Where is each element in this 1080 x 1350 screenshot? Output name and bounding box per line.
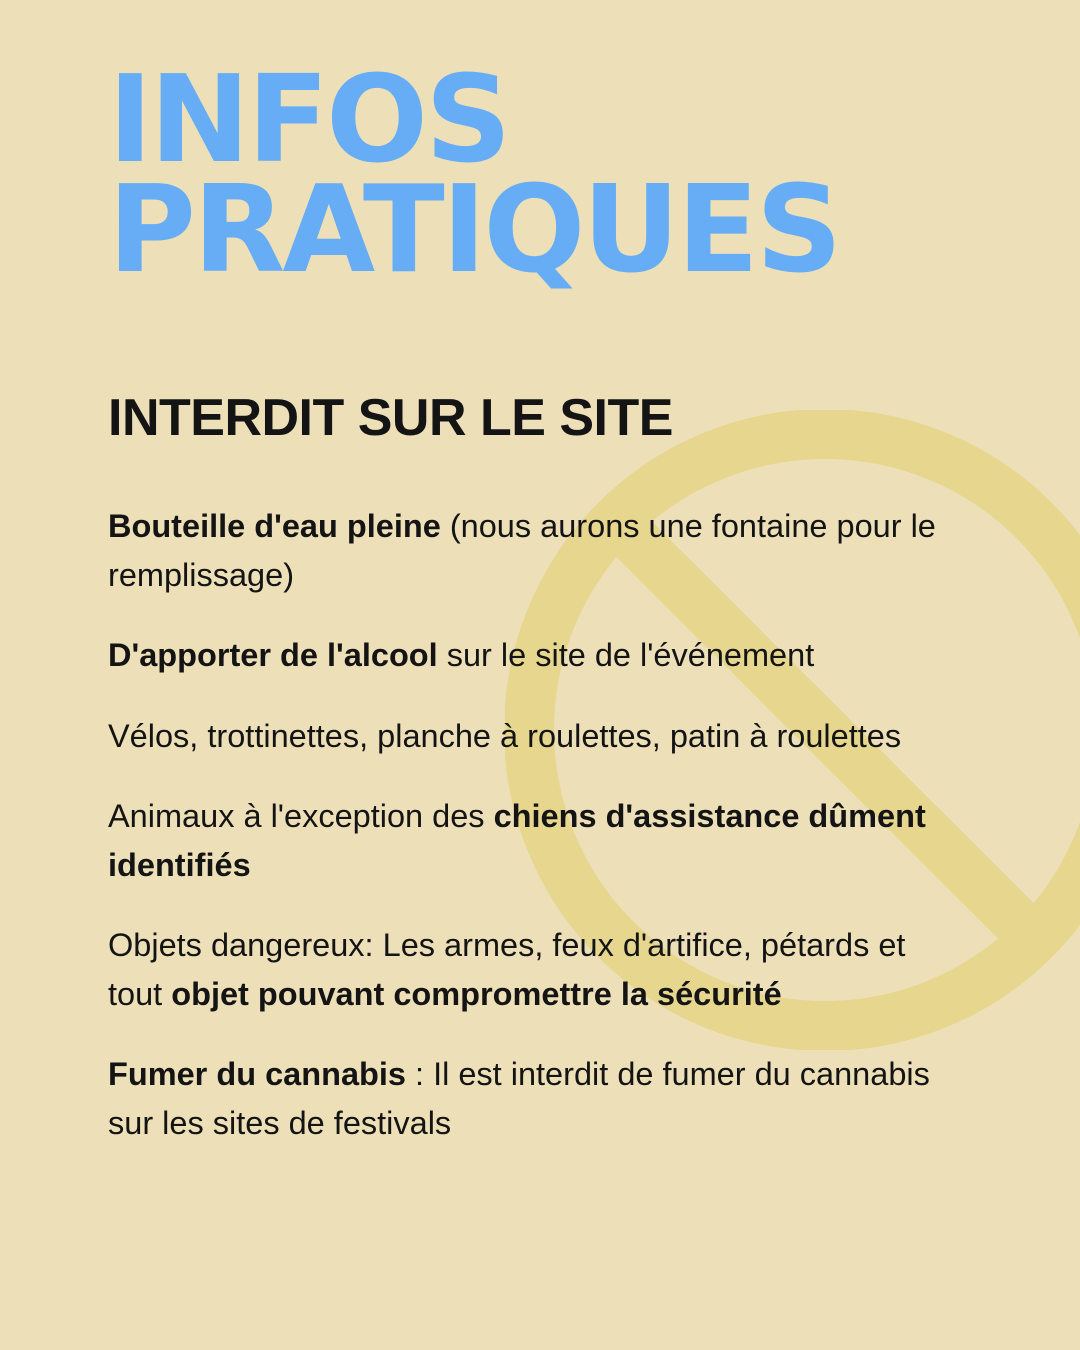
rule-text: sur le site de l'événement bbox=[437, 637, 815, 673]
title-line-2: PRATIQUES bbox=[108, 161, 840, 300]
rule-item bbox=[108, 502, 938, 599]
rule-bold: chiens d'assistance dûment identifiés bbox=[108, 798, 926, 883]
section-heading: INTERDIT SUR LE SITE bbox=[108, 389, 673, 447]
rule-bold: Fumer du cannabis bbox=[108, 1056, 406, 1092]
rule-text: Vélos, trottinettes, planche à roulettes, patin à roulettes bbox=[108, 717, 902, 754]
rule-item bbox=[108, 792, 938, 889]
rule-item bbox=[108, 921, 938, 1018]
rule-bold: objet pouvant compromettre la sécurité bbox=[171, 975, 782, 1012]
rule-item bbox=[108, 631, 938, 680]
rule-text: Objets dangereux: Les armes, feux d'artifice, pétards et tout bbox=[108, 927, 906, 1012]
rule-item bbox=[108, 712, 938, 761]
rule-text: : Il est interdit de fumer du cannabis sur les sites de festivals bbox=[108, 1056, 930, 1141]
rules-list bbox=[108, 502, 938, 1179]
page-title bbox=[108, 51, 840, 300]
rule-item bbox=[108, 1050, 938, 1147]
rule-bold: Bouteille d'eau pleine bbox=[108, 508, 441, 544]
rule-text: Animaux à l'exception des bbox=[108, 798, 494, 834]
title-line-1: INFOS bbox=[108, 51, 509, 190]
rule-bold: D'apporter de l'alcool bbox=[108, 637, 438, 673]
rule-text: (nous aurons une fontaine pour le remplissage) bbox=[108, 508, 936, 593]
